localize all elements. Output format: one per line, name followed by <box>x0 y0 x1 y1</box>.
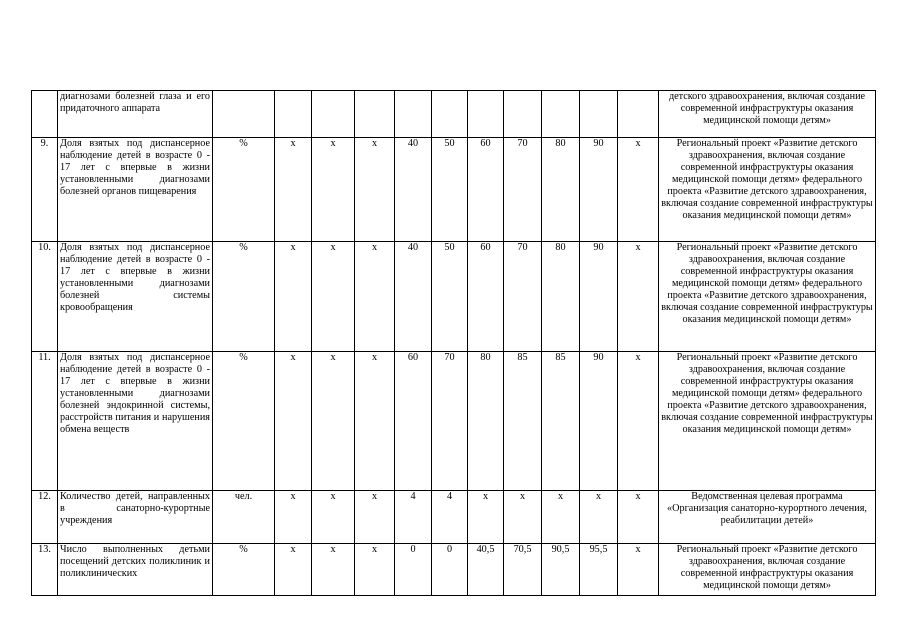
table-row <box>32 491 876 544</box>
unit-cell: % <box>213 242 275 352</box>
value-cell: 40 <box>395 242 432 352</box>
value-cell: 80 <box>542 242 580 352</box>
value-cell: 90 <box>580 138 618 242</box>
value-cell: x <box>618 491 659 544</box>
value-cell <box>432 91 468 138</box>
value-cell <box>468 91 504 138</box>
value-cell: x <box>618 352 659 491</box>
row-number: 9. <box>32 138 58 242</box>
row-number: 10. <box>32 242 58 352</box>
value-cell: 95,5 <box>580 544 618 596</box>
table-row <box>32 138 876 242</box>
indicator-name: Количество детей, направленных в санаторно-курортные учреждения <box>58 491 213 544</box>
value-cell: 90 <box>580 242 618 352</box>
value-cell: 90,5 <box>542 544 580 596</box>
value-cell <box>580 91 618 138</box>
value-cell <box>618 91 659 138</box>
indicator-name: Доля взятых под диспансерное наблюдение детей в возрасте 0 - 17 лет с впервые в жизни установленными диагнозами болезней эндокринной системы, расстройств питания и нарушения обмена веществ <box>58 352 213 491</box>
value-cell: 50 <box>432 242 468 352</box>
unit-cell: % <box>213 544 275 596</box>
unit-cell: % <box>213 138 275 242</box>
value-cell <box>504 91 542 138</box>
value-cell: 80 <box>542 138 580 242</box>
indicator-name: Число выполненных детьми посещений детских поликлиник и поликлинических <box>58 544 213 596</box>
value-cell: x <box>275 352 312 491</box>
source-program: Региональный проект «Развитие детского здравоохранения, включая создание современной инфраструктуры оказания медицинской помощи детям» федерального проекта «Развитие детского здравоохранения, включая создание современной инфраструктуры оказания медицинской помощи детям» <box>659 138 876 242</box>
row-number: 13. <box>32 544 58 596</box>
value-cell <box>542 91 580 138</box>
value-cell: 0 <box>432 544 468 596</box>
value-cell: 40,5 <box>468 544 504 596</box>
value-cell: 4 <box>395 491 432 544</box>
source-program: детского здравоохранения, включая создание современной инфраструктуры оказания медицинской помощи детям» <box>659 91 876 138</box>
value-cell: 4 <box>432 491 468 544</box>
value-cell: 90 <box>580 352 618 491</box>
row-number: 12. <box>32 491 58 544</box>
value-cell: x <box>618 544 659 596</box>
value-cell: x <box>355 352 395 491</box>
value-cell: 70,5 <box>504 544 542 596</box>
source-program: Региональный проект «Развитие детского здравоохранения, включая создание современной инфраструктуры оказания медицинской помощи детям» федерального проекта «Развитие детского здравоохранения, включая создание современной инфраструктуры оказания медицинской помощи детям» <box>659 352 876 491</box>
table-row <box>32 242 876 352</box>
value-cell: x <box>312 544 355 596</box>
value-cell: x <box>275 544 312 596</box>
value-cell: x <box>312 242 355 352</box>
value-cell: x <box>618 138 659 242</box>
value-cell: x <box>504 491 542 544</box>
value-cell: x <box>618 242 659 352</box>
value-cell: 85 <box>542 352 580 491</box>
unit-cell: % <box>213 352 275 491</box>
value-cell: x <box>275 491 312 544</box>
value-cell: x <box>355 544 395 596</box>
value-cell <box>395 91 432 138</box>
value-cell: x <box>355 138 395 242</box>
source-program: Региональный проект «Развитие детского здравоохранения, включая создание современной инфраструктуры оказания медицинской помощи детям» <box>659 544 876 596</box>
value-cell: 80 <box>468 352 504 491</box>
value-cell: x <box>312 138 355 242</box>
value-cell: 70 <box>504 138 542 242</box>
table-row <box>32 352 876 491</box>
value-cell: 60 <box>468 138 504 242</box>
indicator-name: диагнозами болезней глаза и его придаточного аппарата <box>58 91 213 138</box>
row-number <box>32 91 58 138</box>
value-cell: 40 <box>395 138 432 242</box>
value-cell <box>355 91 395 138</box>
value-cell: 60 <box>395 352 432 491</box>
value-cell: x <box>312 491 355 544</box>
source-program: Региональный проект «Развитие детского здравоохранения, включая создание современной инфраструктуры оказания медицинской помощи детям» федерального проекта «Развитие детского здравоохранения, включая создание современной инфраструктуры оказания медицинской помощи детям» <box>659 242 876 352</box>
value-cell: x <box>355 242 395 352</box>
value-cell: 60 <box>468 242 504 352</box>
source-program: Ведомственная целевая программа «Организация санаторно-курортного лечения, реабилитации детей» <box>659 491 876 544</box>
value-cell: x <box>468 491 504 544</box>
unit-cell <box>213 91 275 138</box>
value-cell: 50 <box>432 138 468 242</box>
value-cell: 70 <box>504 242 542 352</box>
value-cell: x <box>355 491 395 544</box>
unit-cell: чел. <box>213 491 275 544</box>
table-row <box>32 544 876 596</box>
table-row <box>32 91 876 138</box>
value-cell: x <box>312 352 355 491</box>
value-cell: x <box>542 491 580 544</box>
row-number: 11. <box>32 352 58 491</box>
value-cell: 85 <box>504 352 542 491</box>
value-cell: x <box>580 491 618 544</box>
value-cell <box>275 91 312 138</box>
value-cell <box>312 91 355 138</box>
value-cell: x <box>275 242 312 352</box>
indicator-name: Доля взятых под диспансерное наблюдение детей в возрасте 0 - 17 лет с впервые в жизни установленными диагнозами болезней органов пищеварения <box>58 138 213 242</box>
value-cell: 0 <box>395 544 432 596</box>
value-cell: 70 <box>432 352 468 491</box>
indicator-name: Доля взятых под диспансерное наблюдение детей в возрасте 0 - 17 лет с впервые в жизни установленными диагнозами болезней системы кровообращения <box>58 242 213 352</box>
indicators-table <box>31 90 876 596</box>
value-cell: x <box>275 138 312 242</box>
